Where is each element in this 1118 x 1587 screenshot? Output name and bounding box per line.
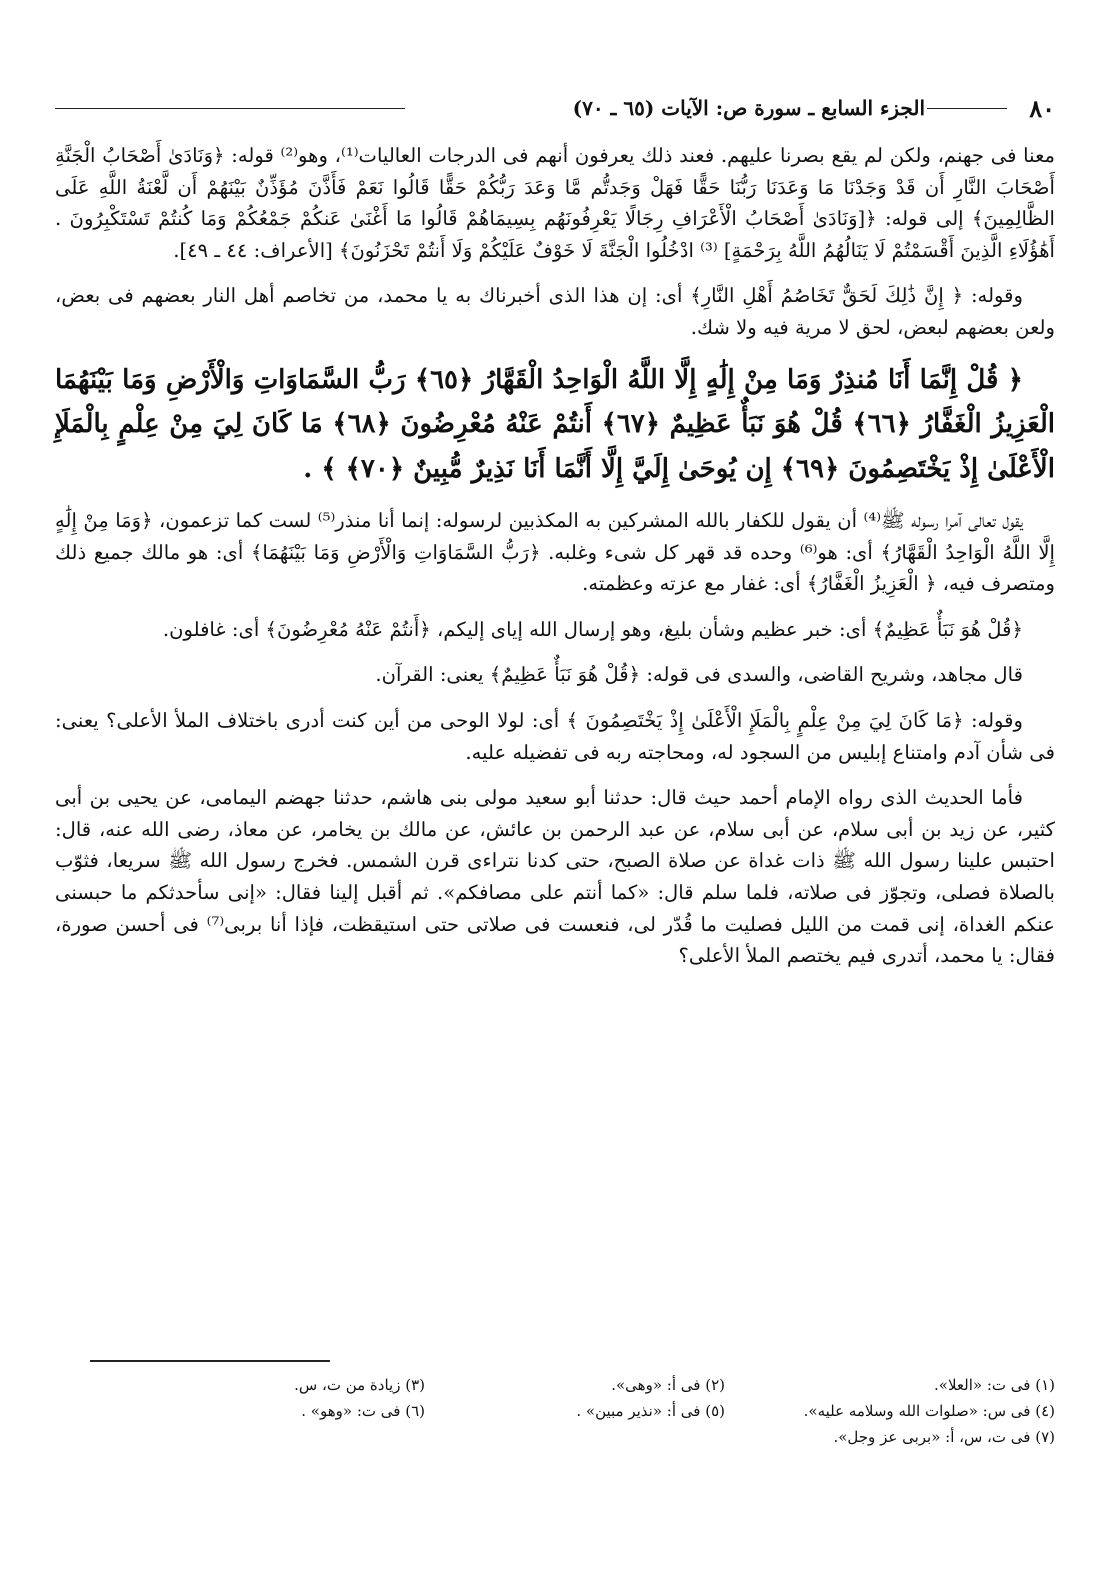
page-header (55, 88, 1055, 128)
footnotes (55, 1372, 1055, 1450)
footnote-row (55, 1398, 1055, 1424)
paragraph-7: فأما الحديث الذى رواه الإمام أحمد حيث قال: حدثنا أبو سعيد مولى بنى هاشم، حدثنا جهضم اليمامى، عن يحيى بن أبى كثير، عن زيد بن أبى سلام، عن أبى سلام، عن عبد الرحمن بن عائش، عن مالك بن يخامر، عن معاذ، رضى الله عنه، قال: احتبس علينا رسول الله ﷺ ذات غداة عن صلاة الصبح، حتى كدنا نتراءى قرن الشمس. فخرج رسول الله ﷺ سريعا، فثوّب بالصلاة فصلى، وتجوّز فى صلاته، فلما سلم قال: «كما أنتم على مصافكم». ثم أقبل إلينا فقال: «إنى سأحدثكم ما حبسنى عنكم الغداة، إنى قمت من الليل فصليت ما قُدّر لى، فنعست فى صلاتى حتى استيقظت، فإذا أنا بربى⁽⁷⁾ فى أحسن صورة، فقال: يا محمد، أتدرى فيم يختصم الملأ الأعلى؟ (55, 786, 1055, 968)
footnote-separator (90, 1360, 330, 1362)
footnote-1: (١) فى ت: «العلا». (934, 1376, 1055, 1394)
footnote-4: (٤) فى س: «صلوات الله وسلامه عليه». (803, 1402, 1055, 1420)
paragraph-2: وقوله: ﴿ إِنَّ ذَٰلِكَ لَحَقٌّ تَخَاصُمُ أَهْلِ النَّارِ﴾ أى: إن هذا الذى أخبرناك به يا محمد، من تخاصم أهل النار بعضهم فى بعض، ولعن بعضهم لبعض، لحق لا مرية فيه ولا شك. (55, 284, 1055, 339)
running-title: الجزء السابع ـ سورة ص: الآيات (٦٥ ـ ٧٠) (572, 96, 925, 120)
quran-verses-block: ﴿ قُلْ إِنَّمَا أَنَا مُنذِرٌ وَمَا مِنْ إِلَٰهٍ إِلَّا اللَّهُ الْوَاحِدُ الْقَهَّارُ ﴿٦٥﴾ رَبُّ السَّمَاوَاتِ وَالْأَرْضِ وَمَا بَيْنَهُمَا الْعَزِيزُ الْغَفَّارُ ﴿٦٦﴾ قُلْ هُوَ نَبَأٌ عَظِيمٌ ﴿٦٧﴾ أَنتُمْ عَنْهُ مُعْرِضُونَ ﴿٦٨﴾ مَا كَانَ لِيَ مِنْ عِلْمٍ بِالْمَلَإِ الْأَعْلَىٰ إِذْ يَخْتَصِمُونَ ﴿٦٩﴾ إِن يُوحَىٰ إِلَيَّ إِلَّا أَنَّمَا أَنَا نَذِيرٌ مُّبِينٌ ﴿٧٠﴾ ﴾ . (55, 364, 1055, 484)
paragraph-1: معنا فى جهنم، ولكن لم يقع بصرنا عليهم. فعند ذلك يعرفون أنهم فى الدرجات العاليات⁽¹⁾، وهو⁽²⁾ قوله: ﴿وَنَادَىٰ أَصْحَابُ الْجَنَّةِ أَصْحَابَ النَّارِ أَن قَدْ وَجَدْنَا مَا وَعَدَنَا رَبُّنَا حَقًّا فَهَلْ وَجَدتُّم مَّا وَعَدَ رَبُّكُمْ حَقًّا قَالُوا نَعَمْ فَأَذَّنَ مُؤَذِّنٌ بَيْنَهُمْ أَن لَّعْنَةُ اللَّهِ عَلَى الظَّالِمِينَ﴾ إلى قوله: ﴿[وَنَادَىٰ أَصْحَابُ الْأَعْرَافِ رِجَالًا يَعْرِفُونَهُم بِسِيمَاهُمْ قَالُوا مَا أَغْنَىٰ عَنكُمْ جَمْعُكُمْ وَمَا كُنتُمْ تَسْتَكْبِرُونَ . أَهَٰؤُلَاءِ الَّذِينَ أَقْسَمْتُمْ لَا يَنَالُهُمُ اللَّهُ بِرَحْمَةٍ] ⁽³⁾ ادْخُلُوا الْجَنَّةَ لَا خَوْفٌ عَلَيْكُمْ وَلَا أَنتُمْ تَحْزَنُونَ﴾ [الأعراف: ٤٤ ـ ٤٩]. (55, 144, 1056, 262)
footnote-row (55, 1424, 1055, 1450)
footnote-6: (٦) فى ت: «وهو» . (301, 1402, 425, 1420)
paragraph-4: ﴿قُلْ هُوَ نَبَأٌ عَظِيمٌ﴾ أى: خبر عظيم وشأن بليغ، وهو إرسال الله إياى إليكم، ﴿أَنتُمْ عَنْهُ مُعْرِضُونَ﴾ أى: غافلون. (162, 617, 1023, 641)
footnote-3: (٣) زيادة من ت، س. (294, 1376, 425, 1394)
footnote-5: (٥) فى أ: «نذير مبين» . (576, 1402, 725, 1420)
footnote-7: (٧) فى ت، س، أ: «بربى عز وجل». (833, 1428, 1055, 1446)
footnote-2: (٢) فى أ: «وهى». (611, 1376, 725, 1394)
header-rule-long (55, 108, 405, 109)
paragraph-5: قال مجاهد، وشريح القاضى، والسدى فى قوله: ﴿قُلْ هُوَ نَبَأٌ عَظِيمٌ﴾ يعنى: القرآن. (375, 663, 1023, 687)
paragraph-6: وقوله: ﴿مَا كَانَ لِيَ مِنْ عِلْمٍ بِالْمَلَإِ الْأَعْلَىٰ إِذْ يَخْتَصِمُونَ ﴾ أى: لولا الوحى من أين كنت أدرى باختلاف الملأ الأعلى؟ يعنى: فى شأن آدم وامتناع إبليس من السجود له، ومحاجته ربه فى تفضيله عليه. (55, 709, 1055, 764)
header-rule-short (927, 108, 1007, 109)
page-number: ٨٠ (1029, 94, 1055, 123)
page-body (55, 140, 1055, 972)
footnote-row (55, 1372, 1055, 1398)
paragraph-3: يقول تعالى آمرا رسوله ﷺ⁽⁴⁾ أن يقول للكفار بالله المشركين به المكذبين لرسوله: إنما أنا منذر⁽⁵⁾ لست كما تزعمون، ﴿وَمَا مِنْ إِلَٰهٍ إِلَّا اللَّهُ الْوَاحِدُ الْقَهَّارُ﴾ أى: هو⁽⁶⁾ وحده قد قهر كل شىء وغلبه. ﴿رَبُّ السَّمَاوَاتِ وَالْأَرْضِ وَمَا بَيْنَهُمَا﴾ أى: هو مالك جميع ذلك ومتصرف فيه، ﴿ الْعَزِيزُ الْغَفَّارُ﴾ أى: غفار مع عزته وعظمته. (55, 509, 1055, 596)
